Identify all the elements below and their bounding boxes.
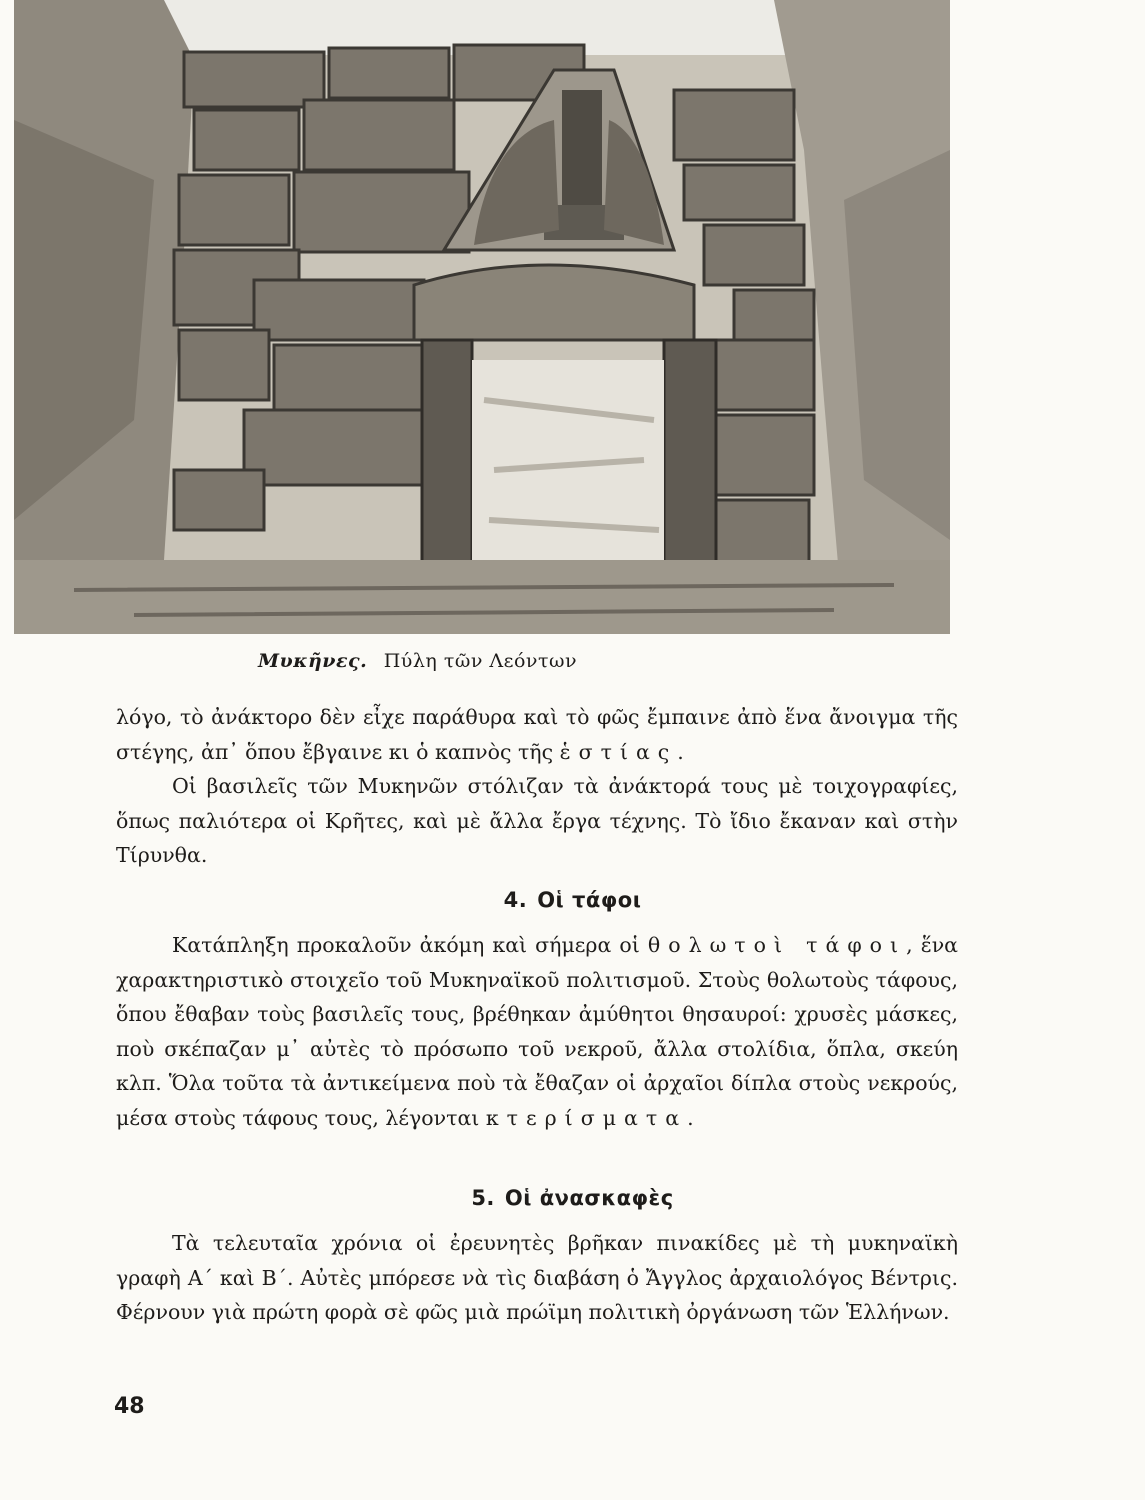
lion-gate-drawing	[14, 0, 950, 634]
paragraph-1-text: λόγο, τὸ ἀνάκτορο δὲν εἶχε παράθυρα καὶ τὸ φῶς ἔμπαινε ἀπὸ ἕνα ἄνοιγμα τῆς στέγης, ἀπ᾽ ὅπου ἔβγαινε κι ὁ καπνὸς τῆς	[116, 705, 958, 764]
section-4-number: 4.	[503, 888, 528, 912]
section-4-spaced-a: θολωτοὶ τάφοι	[647, 933, 907, 957]
caption-text: Πύλη τῶν Λεόντων	[383, 650, 578, 672]
section-5-paragraph: Τὰ τελευταῖα χρόνια οἱ ἐρευνητὲς βρῆκαν πινακίδες μὲ τὴ μυκηναϊκὴ γραφὴ Α΄ καὶ Β΄. Αὐτὲς μπόρεσε νὰ τὶς διαβάση ὁ Ἄγγλος ἀρχαιολόγος Βέντρις. Φέρνουν γιὰ πρώτη φορὰ σὲ φῶς μιὰ πρώϊμη πολιτικὴ ὀργάνωση τῶν Ἑλλήνων.	[116, 1231, 958, 1325]
figure-caption	[258, 650, 577, 672]
paragraph-1-end: .	[677, 739, 684, 764]
body-text-top	[116, 700, 958, 873]
section-4-body	[116, 928, 958, 1136]
section-5-heading	[0, 1186, 1145, 1210]
section-4-text-c: .	[687, 1105, 694, 1130]
section-4-text-a: Κατάπληξη προκαλοῦν ἀκόμη καὶ σήμερα οἱ	[172, 933, 648, 957]
paragraph-2: Οἱ βασιλεῖς τῶν Μυκηνῶν στόλιζαν τὰ ἀνάκτορά τους μὲ τοιχογραφίες, ὅπως παλιότερα οἱ Κρῆτες, καὶ μὲ ἄλλα ἔργα τέχνης. Τὸ ἴδιο ἔκαναν καὶ στὴν Τίρυνθα.	[116, 774, 958, 868]
section-4-spaced-b: κτερίσματα	[485, 1105, 688, 1130]
paragraph-1-spaced: ἑστίας	[559, 739, 678, 764]
caption-place: Μυκῆνες.	[258, 650, 368, 672]
section-5-title: Οἱ ἀνασκαφὲς	[504, 1186, 674, 1210]
page-number: 48	[114, 1394, 145, 1419]
section-4-heading	[0, 888, 1145, 912]
section-4-text-b: , ἕνα χαρακτηριστικὸ στοιχεῖο τοῦ Μυκηναϊκοῦ πολιτισμοῦ. Στοὺς θολωτοὺς τάφους, ὅπου ἔθαβαν τοὺς βασιλεῖς τους, βρέθηκαν ἀμύθητοι θησαυροί: χρυσὲς μάσκες, ποὺ σκέπαζαν μ᾽ αὐτὲς τὸ πρόσωπο τοῦ νεκροῦ, ἄλλα στολίδια, ὅπλα, σκεύη κλπ. Ὅλα τοῦτα τὰ ἀντικείμενα ποὺ τὰ ἔθαζαν οἱ ἀρχαῖοι δίπλα στοὺς νεκρούς, μέσα στοὺς τάφους τους, λέγονται	[116, 933, 958, 1130]
paragraph-1	[116, 700, 958, 769]
section-5-number: 5.	[471, 1186, 495, 1210]
section-4-title: Οἱ τάφοι	[537, 888, 642, 912]
section-4-paragraph	[116, 928, 958, 1136]
lion-gate-photo	[14, 0, 950, 634]
section-5-body	[116, 1226, 958, 1330]
